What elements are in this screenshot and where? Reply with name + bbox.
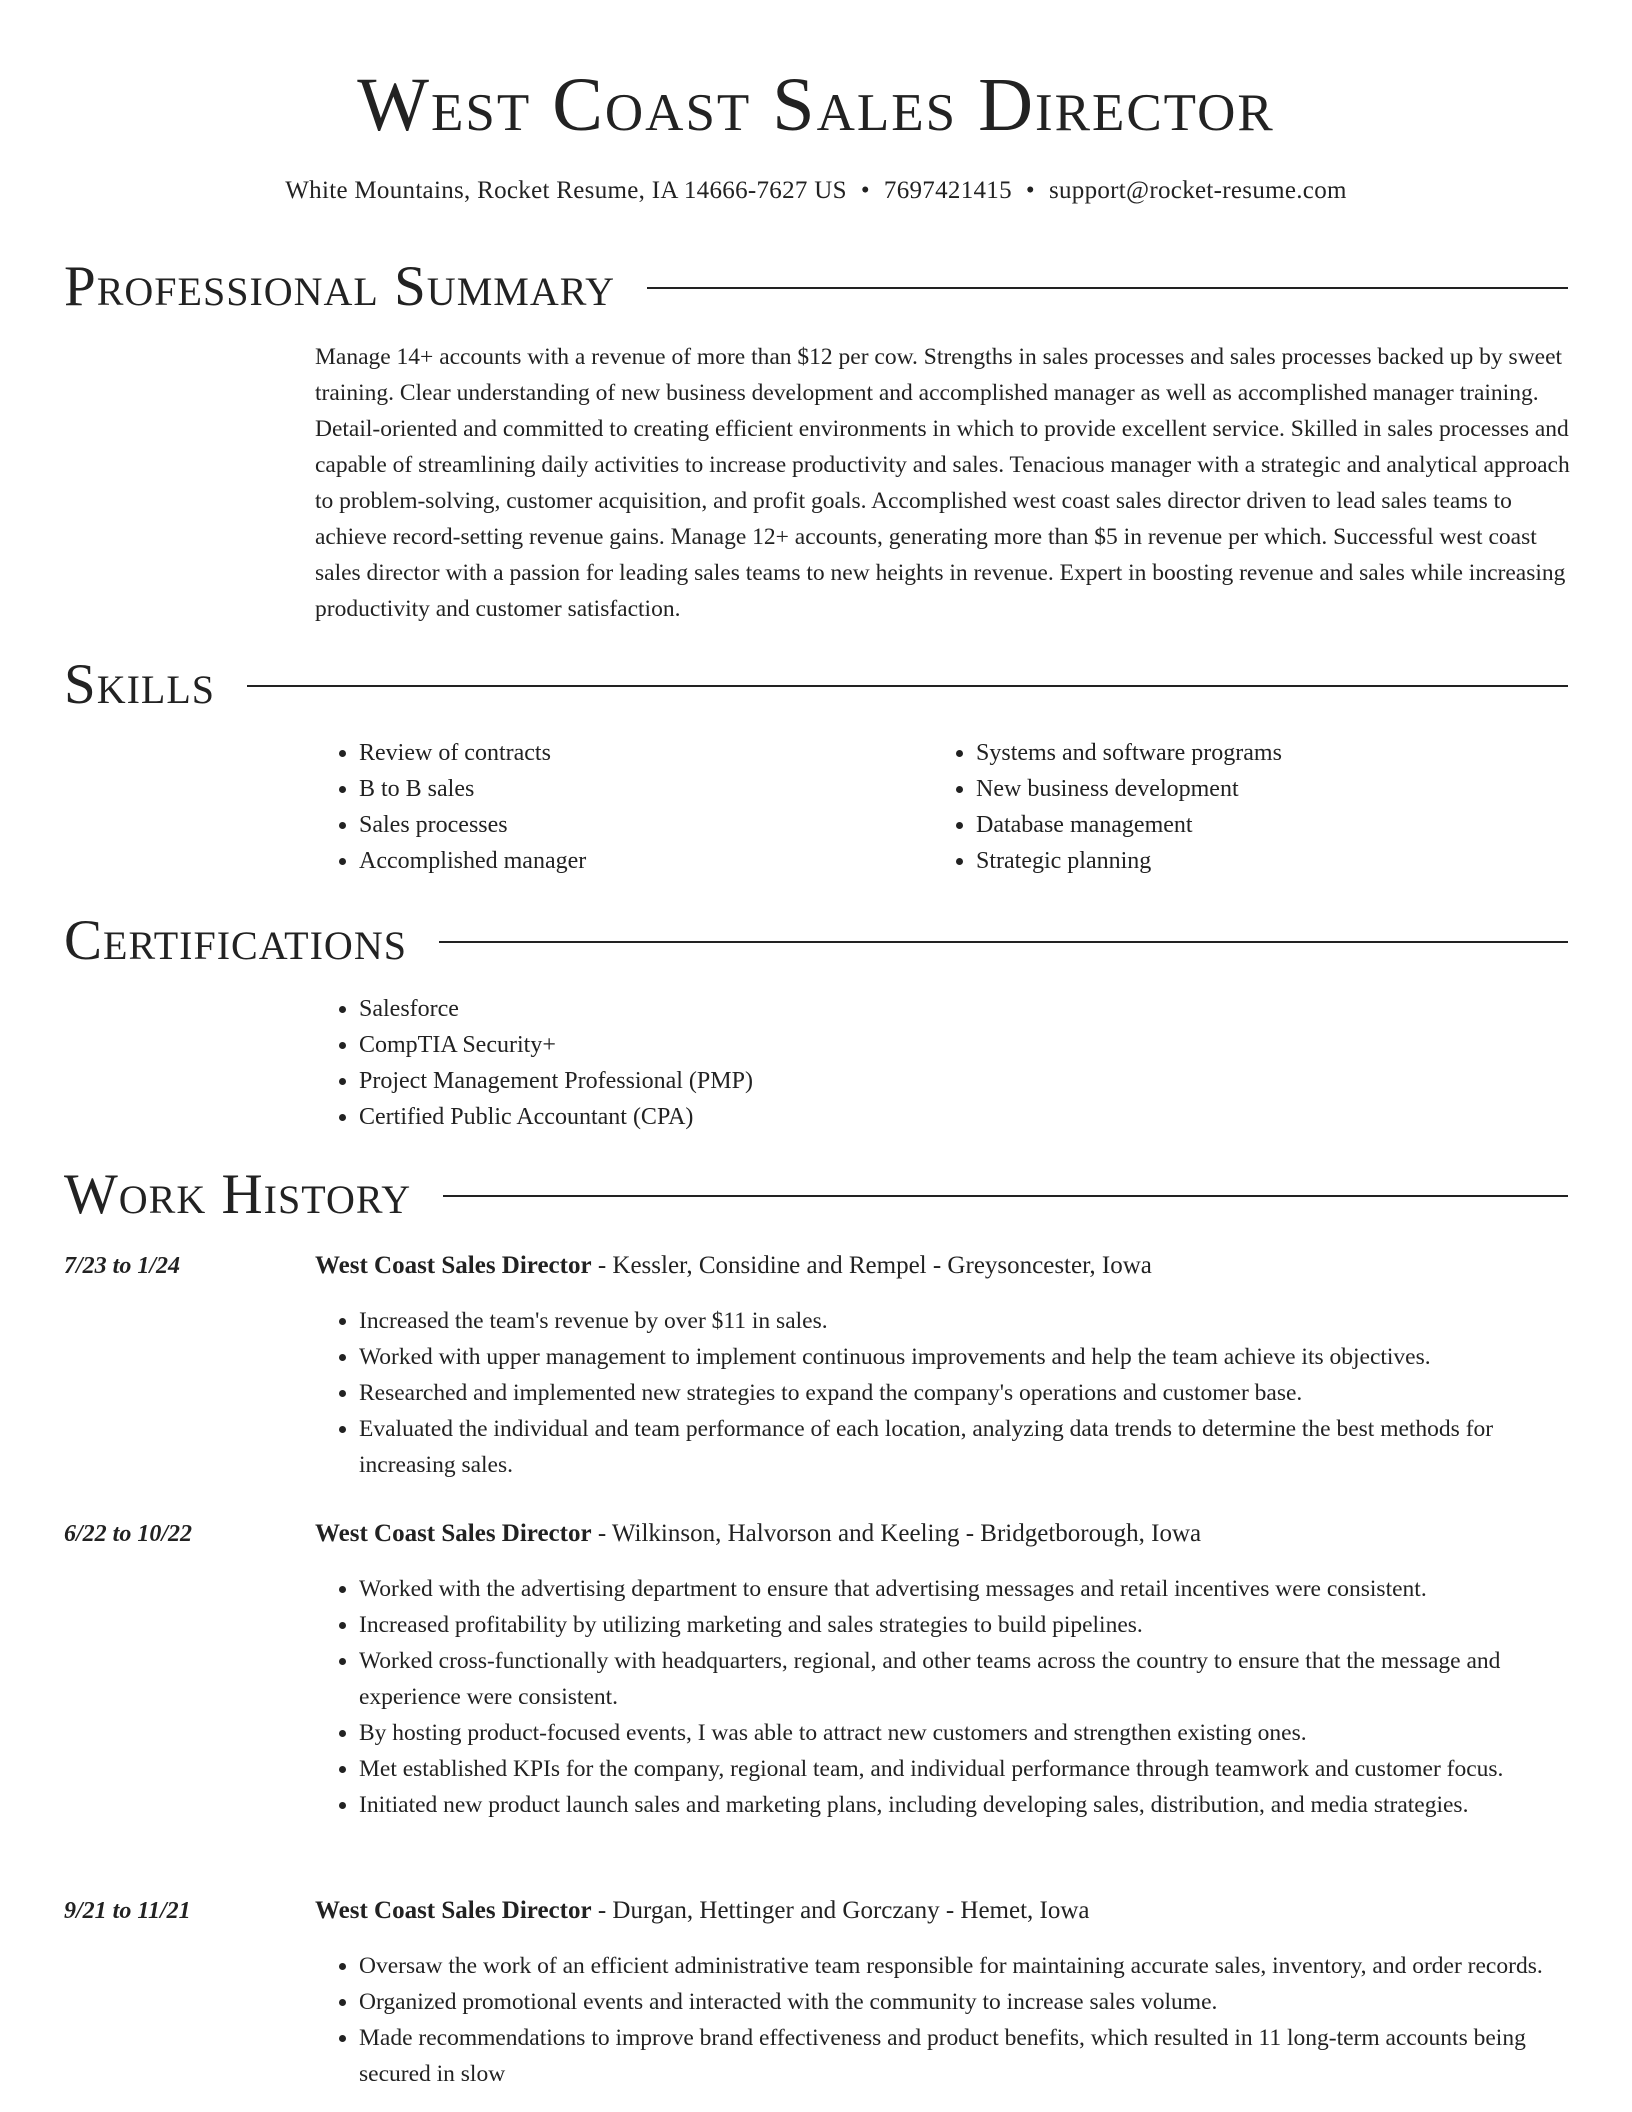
- job-employer-location: - Kessler, Considine and Rempel - Greysoncester, Iowa: [591, 1252, 1152, 1279]
- skill-item: • New business development: [976, 771, 1492, 807]
- job-dates: 9/21 to 11/21: [64, 1898, 191, 1924]
- section-divider: [647, 287, 1568, 289]
- job-bullet-item: • Initiated new product launch sales and marketing plans, including developing sales, distribution, and media strategies.: [359, 1787, 1570, 1823]
- certifications-heading: Certifications: [64, 909, 407, 972]
- job-role-line: [315, 1516, 1570, 1552]
- contact-separator: •: [860, 177, 870, 204]
- certifications-list: [315, 991, 1215, 1135]
- contact-email: support@rocket-resume.com: [1048, 177, 1347, 204]
- section-divider: [247, 685, 1568, 687]
- skill-item: • Database management: [976, 807, 1492, 843]
- skill-item: • Strategic planning: [976, 843, 1492, 879]
- certification-item: • Certified Public Accountant (CPA): [359, 1099, 1215, 1135]
- job-employer-location: - Wilkinson, Halvorson and Keeling - Bridgetborough, Iowa: [591, 1520, 1202, 1547]
- work-history-section-header: [64, 1160, 1568, 1230]
- contact-phone: 7697421415: [883, 177, 1012, 204]
- summary-section-header: [64, 252, 1568, 322]
- job-bullet-item: • Worked with the advertising department to ensure that advertising messages and retail incentives were consistent.: [359, 1571, 1570, 1607]
- skill-item: • B to B sales: [359, 771, 875, 807]
- skills-column-left: [315, 735, 875, 879]
- summary-text: Manage 14+ accounts with a revenue of more than $12 per cow. Strengths in sales processes and sales processes backed up by sweet training. Clear understanding of new business development and accomplished manager as well as accomplished manager training. Detail-oriented and committed to creating efficient environments in which to provide excellent service. Skilled in sales processes and capable of streamlining daily activities to increase productivity and sales. Tenacious manager with a strategic and analytical approach to problem-solving, customer acquisition, and profit goals. Accomplished west coast sales director driven to lead sales teams to achieve record-setting revenue gains. Manage 12+ accounts, generating more than $5 in revenue per which. Successful west coast sales director with a passion for leading sales teams to new heights in revenue. Expert in boosting revenue and sales while increasing productivity and customer satisfaction.: [315, 344, 1570, 622]
- certification-item: • Salesforce: [359, 991, 1215, 1027]
- certification-item: • CompTIA Security+: [359, 1027, 1215, 1063]
- skill-item: • Systems and software programs: [976, 735, 1492, 771]
- job-bullet-item: • Worked with upper management to implement continuous improvements and help the team achieve its objectives.: [359, 1339, 1570, 1375]
- job-role-line: [315, 1893, 1570, 1929]
- section-divider: [439, 941, 1568, 943]
- work-history-heading: Work History: [64, 1163, 412, 1226]
- job-bullet-item: • Met established KPIs for the company, regional team, and individual performance through teamwork and customer focus.: [359, 1751, 1570, 1787]
- job-bullet-item: • Oversaw the work of an efficient administrative team responsible for maintaining accurate sales, inventory, and order records.: [359, 1948, 1570, 1984]
- job-dates: 7/23 to 1/24: [64, 1253, 181, 1279]
- job-bullet-item: • Researched and implemented new strategies to expand the company's operations and customer base.: [359, 1375, 1570, 1411]
- certification-item: • Project Management Professional (PMP): [359, 1063, 1215, 1099]
- skills-heading: Skills: [64, 653, 216, 716]
- skills-column-right: [932, 735, 1492, 879]
- certifications-block: [315, 991, 1215, 1135]
- job-title: West Coast Sales Director: [315, 1252, 592, 1279]
- skills-section-header: [64, 650, 1568, 720]
- job-bullet-list: [315, 1571, 1570, 1823]
- contact-address: White Mountains, Rocket Resume, IA 14666-7627 US: [285, 177, 847, 204]
- skill-item: • Review of contracts: [359, 735, 875, 771]
- skill-item: • Sales processes: [359, 807, 875, 843]
- skills-list-right: [932, 735, 1492, 879]
- contact-line: [0, 174, 1632, 208]
- job-dates: 6/22 to 10/22: [64, 1521, 193, 1547]
- job-title: West Coast Sales Director: [315, 1897, 592, 1924]
- job-bullet-list: [315, 1948, 1570, 2092]
- job-bullet-item: • Evaluated the individual and team performance of each location, analyzing data trends to determine the best methods for increasing sales.: [359, 1411, 1570, 1483]
- job-bullet-item: • Increased the team's revenue by over $11 in sales.: [359, 1303, 1570, 1339]
- job-bullet-item: • Made recommendations to improve brand effectiveness and product benefits, which resulted in 11 long-term accounts being secured in slow: [359, 2020, 1570, 2092]
- job-bullet-list: [315, 1303, 1570, 1483]
- job-bullet-item: • Worked cross-functionally with headquarters, regional, and other teams across the country to ensure that the message and experience were consistent.: [359, 1643, 1570, 1715]
- resume-title: West Coast Sales Director: [357, 63, 1275, 147]
- job-title: West Coast Sales Director: [315, 1520, 592, 1547]
- contact-separator: •: [1025, 177, 1035, 204]
- section-divider: [443, 1195, 1568, 1197]
- certifications-section-header: [64, 906, 1568, 976]
- skill-item: • Accomplished manager: [359, 843, 875, 879]
- job-role-line: [315, 1248, 1570, 1284]
- summary-heading: Professional Summary: [64, 255, 616, 318]
- skills-list-left: [315, 735, 875, 879]
- job-bullet-item: • By hosting product-focused events, I was able to attract new customers and strengthen existing ones.: [359, 1715, 1570, 1751]
- job-bullet-item: • Increased profitability by utilizing marketing and sales strategies to build pipelines.: [359, 1607, 1570, 1643]
- job-employer-location: - Durgan, Hettinger and Gorczany - Hemet, Iowa: [591, 1897, 1090, 1924]
- job-bullet-item: • Organized promotional events and interacted with the community to increase sales volume.: [359, 1984, 1570, 2020]
